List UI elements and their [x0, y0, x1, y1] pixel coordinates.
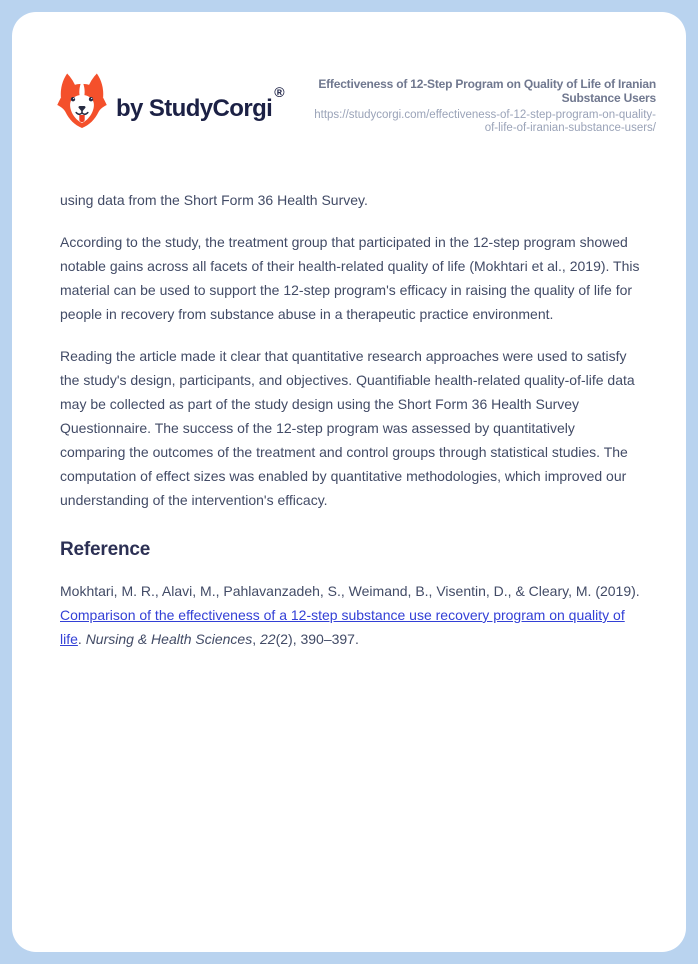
reference-separator: .: [77, 631, 86, 647]
reference-comma: ,: [252, 631, 260, 647]
studycorgi-brand[interactable]: [55, 72, 285, 130]
registered-trademark: ®: [274, 84, 285, 100]
brand-name: by StudyCorgi: [116, 95, 273, 122]
reference-pages: (2), 390–397.: [275, 631, 359, 647]
reference-heading: Reference: [60, 539, 151, 560]
corgi-logo-icon: [55, 72, 109, 130]
document-title: Effectiveness of 12-Step Program on Quality of Life of Iranian Substance Users: [318, 77, 656, 105]
header: [12, 72, 686, 135]
reference-authors: Mokhtari, M. R., Alavi, M., Pahlavanzadeh, S., Weimand, B., Visentin, D., & Cleary, M. (2019).: [60, 583, 640, 599]
article-paragraph: According to the study, the treatment group that participated in the 12-step program showed notable gains across all facets of their health-related quality of life (Mokhtari et al., 2019). This material can be used to support the 12-step program's efficacy in raising the quality of life for people in recovery from substance abuse in a therapeutic practice environment.: [60, 234, 640, 322]
article-paragraph: using data from the Short Form 36 Health Survey.: [60, 192, 368, 208]
reference-article-link[interactable]: Comparison of the effectiveness of a 12-step substance use recovery program on quality of life: [60, 607, 625, 647]
document-url-link[interactable]: https://studycorgi.com/effectiveness-of-12-step-program-on-quality-of-life-of-iranian-substance-users/: [314, 109, 656, 134]
document-card: [12, 12, 686, 952]
document-meta: [304, 72, 656, 135]
article-paragraph: Reading the article made it clear that quantitative research approaches were used to satisfy the study's design, participants, and objectives. Quantifiable health-related quality-of-life data may be collected as part of the study design using the Short Form 36 Health Survey Questionnaire. The success of the 12-step program was assessed by quantitatively comparing the outcomes of the treatment and control groups through statistical studies. The computation of effect sizes was enabled by quantitative methodologies, which improved our understanding of the intervention's efficacy.: [60, 348, 635, 508]
reference-volume: 22: [260, 631, 276, 647]
reference-entry: [60, 579, 640, 651]
reference-journal: Nursing & Health Sciences: [85, 631, 253, 647]
article-content: [12, 188, 686, 651]
